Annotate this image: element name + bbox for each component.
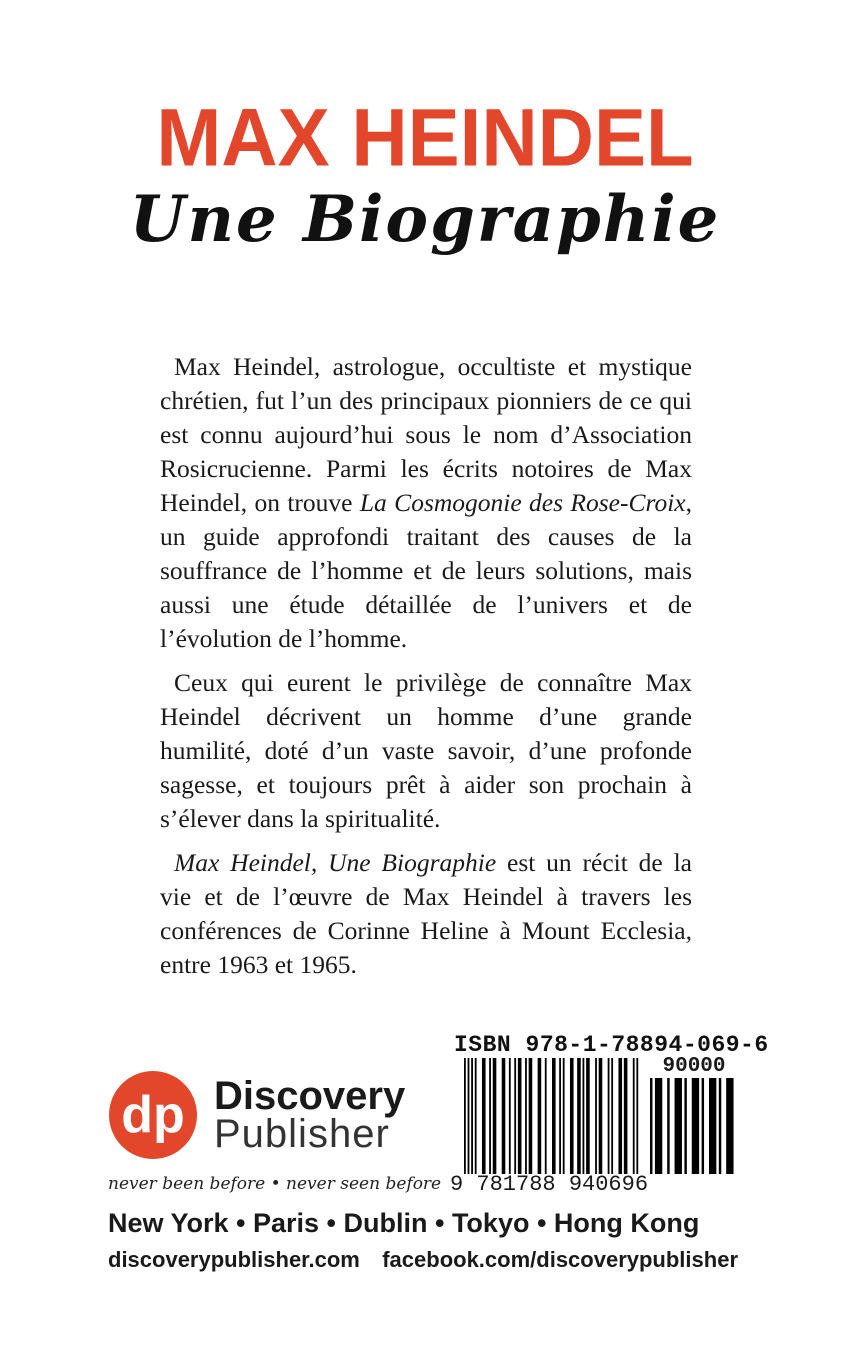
- barcode-bar: [482, 1058, 486, 1174]
- publisher-tagline: never been before • never seen before: [108, 1174, 442, 1194]
- addon-barcode: [650, 1078, 736, 1174]
- book-title: MAX HEINDEL: [156, 90, 694, 184]
- barcode-bar: [552, 1058, 556, 1174]
- blurb-paragraph-3: [160, 846, 692, 982]
- barcode-bar: [563, 1058, 565, 1174]
- barcode-bar: [636, 1058, 638, 1174]
- barcode-bar: [618, 1058, 622, 1174]
- barcode-bar: [509, 1058, 511, 1174]
- barcode-bar: [475, 1058, 477, 1174]
- discovery-publisher-logo-icon: [108, 1070, 198, 1160]
- ean13-barcode: [464, 1058, 640, 1174]
- barcode-bar: [586, 1058, 590, 1174]
- barcode-bar: [493, 1058, 497, 1174]
- barcode-bar: [525, 1058, 527, 1174]
- barcode-bar: [655, 1078, 662, 1174]
- barcode-bar: [599, 1058, 603, 1174]
- publisher-cities: New York • Paris • Dublin • Tokyo • Hong Kong: [108, 1208, 700, 1238]
- barcode-bar: [489, 1058, 491, 1174]
- barcode-bar: [611, 1058, 613, 1174]
- barcode-bar: [538, 1058, 542, 1174]
- barcode-bar: [545, 1058, 547, 1174]
- barcode-bar: [624, 1058, 628, 1174]
- website-link[interactable]: discoverypublisher.com: [108, 1247, 360, 1272]
- barcode-bar: [471, 1058, 473, 1174]
- barcode-bar: [709, 1078, 716, 1174]
- barcode-bar: [684, 1078, 686, 1174]
- publisher-name-line1: Discovery: [214, 1074, 406, 1118]
- blurb-text: Max Heindel, astrologue, occultiste et mystique chrétien, fut l’un des principaux pionniers de ce qui est connu aujourd’hui sous le nom d’Association Rosicrucienne. Parmi les écrits notoires de Max Heindel, on trouve: [160, 352, 692, 517]
- barcode-bar: [633, 1058, 635, 1174]
- barcode-bar: [468, 1058, 470, 1174]
- publisher-name-line2: Publisher: [214, 1112, 390, 1156]
- blurb-text: est un récit de la vie et de l’œuvre de Max Heindel à travers les conférences de Corinne Heline à Mount Ecclesia, entre 1963 et 1965.: [160, 848, 692, 979]
- barcode-bar: [692, 1078, 699, 1174]
- barcode-bar: [518, 1058, 522, 1174]
- facebook-link[interactable]: facebook.com/discoverypublisher: [382, 1247, 738, 1272]
- blurb-paragraph-2: Ceux qui eurent le privilège de connaître Max Heindel décrivent un homme d’une grande humilité, doté d’un vaste savoir, d’une profonde sagesse, et toujours prêt à aider son prochain à s’élever dans la spiritualité.: [160, 668, 692, 833]
- back-cover-blurb: [160, 350, 692, 992]
- barcode-bar: [502, 1058, 506, 1174]
- barcode-bar: [577, 1058, 581, 1174]
- price-code: 90000: [662, 1055, 726, 1078]
- barcode-bar: [667, 1078, 669, 1174]
- barcode-bar: [514, 1058, 516, 1174]
- blurb-text: , un guide approfondi traitant des causes de la souffrance de l’homme et de leurs solutions, mais aussi une étude détaillée de l’univers et de l’évolution de l’homme.: [160, 488, 692, 653]
- ean-digits: 9 781788 940696: [450, 1172, 649, 1197]
- blurb-paragraph-1: [160, 350, 692, 656]
- barcode-bar: [702, 1078, 704, 1174]
- barcode-bar: [675, 1078, 682, 1174]
- isbn-label: ISBN 978-1-78894-069-6: [454, 1032, 769, 1058]
- book-subtitle: Une Biographie: [129, 182, 721, 257]
- barcode-bar: [608, 1058, 610, 1174]
- book-reference-italic: La Cosmogonie des Rose-Croix: [359, 488, 686, 517]
- logo-letters: dp: [121, 1086, 185, 1144]
- barcode-bar: [595, 1058, 597, 1174]
- barcode-bar: [650, 1078, 652, 1174]
- barcode-bar: [529, 1058, 533, 1174]
- barcode-bar: [726, 1078, 733, 1174]
- barcode-bar: [583, 1058, 585, 1174]
- barcode-bar: [719, 1078, 721, 1174]
- publisher-links: [108, 1247, 738, 1273]
- barcode-bar: [559, 1058, 561, 1174]
- barcode-bar: [464, 1058, 466, 1174]
- book-title-italic: Max Heindel, Une Biographie: [174, 848, 497, 877]
- barcode-bar: [570, 1058, 574, 1174]
- publisher-name: [214, 1076, 405, 1154]
